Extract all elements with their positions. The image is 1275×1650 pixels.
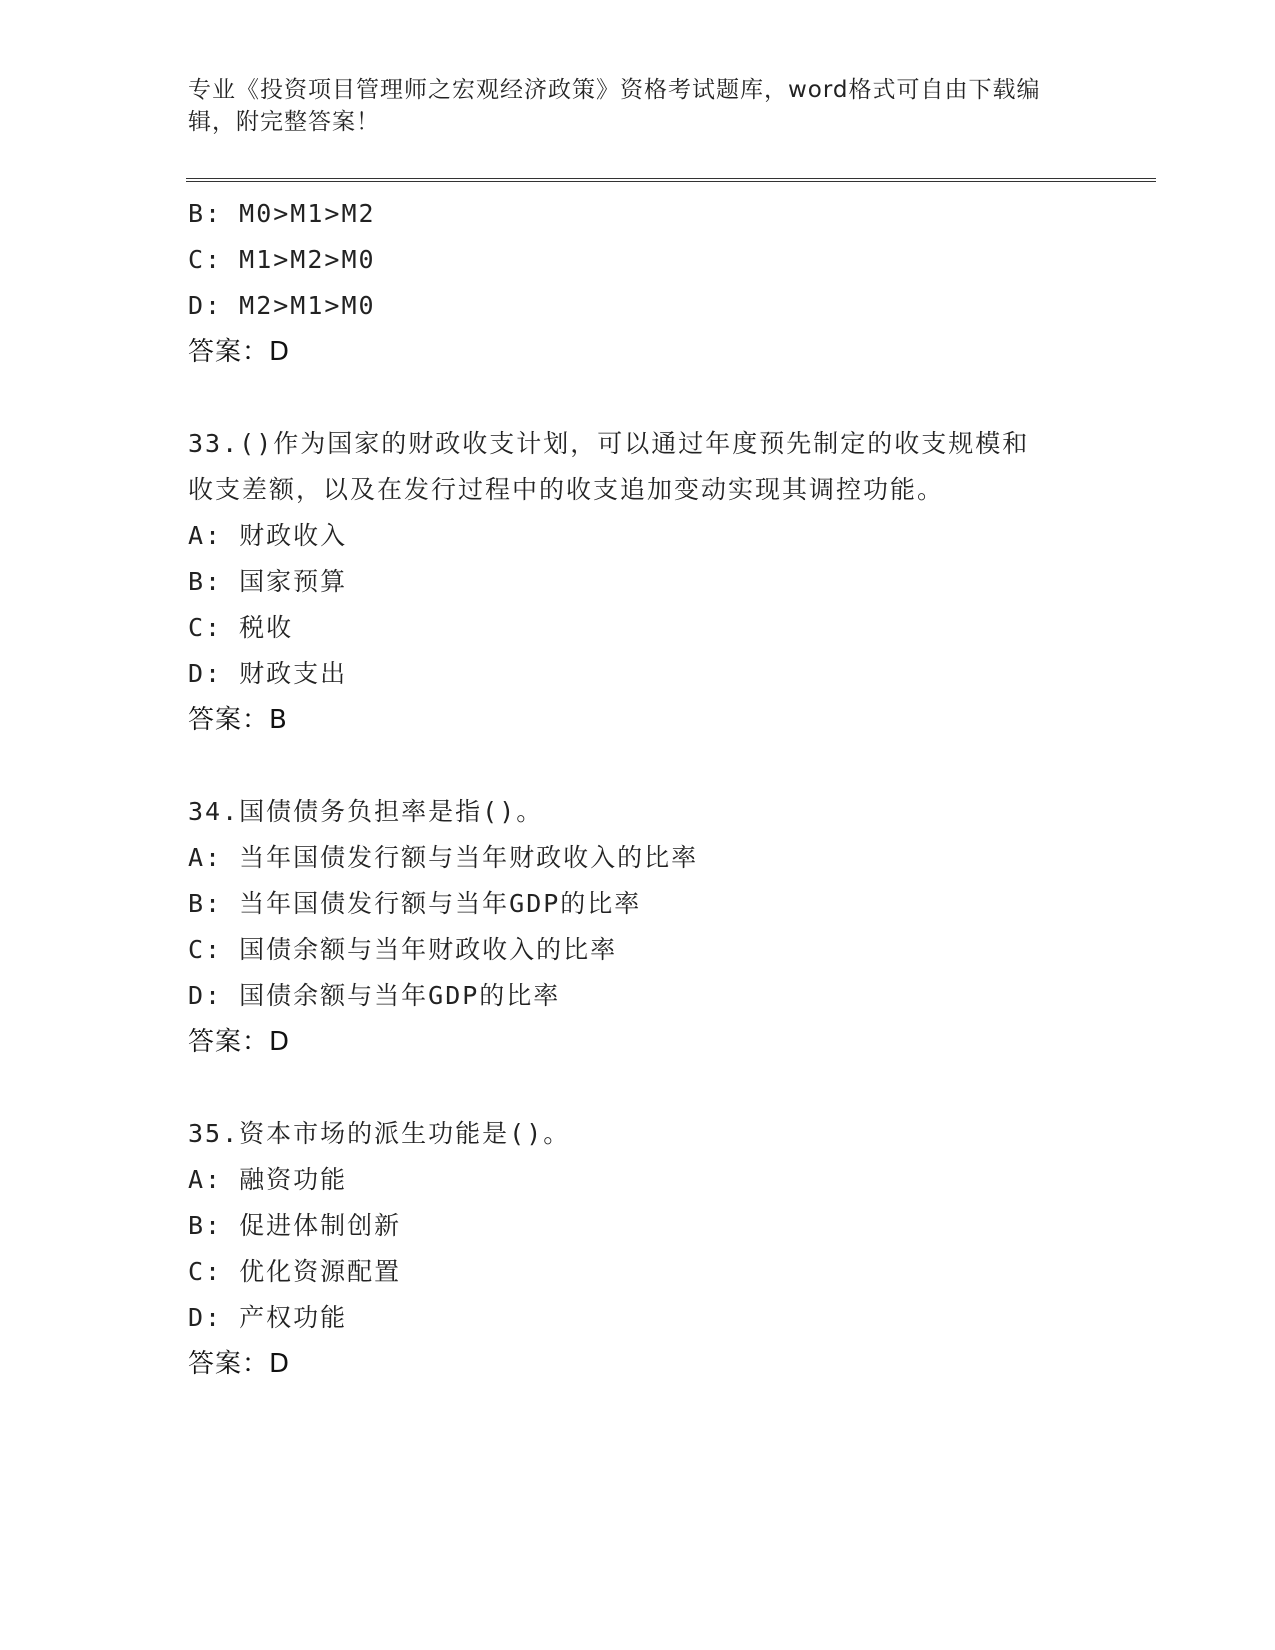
spacer [188, 743, 1088, 789]
question-stem-line-2: 收支差额，以及在发行过程中的收支追加变动实现其调控功能。 [188, 475, 945, 504]
question-stem-line-1: 33.()作为国家的财政收支计划，可以通过年度预先制定的收支规模和 [188, 429, 1030, 458]
option-c: C: 税收 [188, 613, 294, 642]
spacer [188, 375, 1088, 421]
option-d: D: 国债余额与当年GDP的比率 [188, 981, 561, 1010]
header-divider [186, 178, 1156, 182]
option-b: B: 当年国债发行额与当年GDP的比率 [188, 889, 642, 918]
option-c: C: M1>M2>M0 [188, 245, 376, 274]
answer: 答案：D [188, 337, 291, 367]
answer: 答案：D [188, 1349, 291, 1379]
option-a: A: 融资功能 [188, 1165, 348, 1194]
question-stem: 34.国债债务负担率是指()。 [188, 797, 544, 826]
question-32 [188, 191, 1088, 375]
question-34 [188, 789, 1088, 1065]
option-a: A: 当年国债发行额与当年财政收入的比率 [188, 843, 699, 872]
header-note-line-1: 专业《投资项目管理师之宏观经济政策》资格考试题库，word格式可自由下载编 [188, 77, 1041, 103]
option-d: D: 产权功能 [188, 1303, 348, 1332]
spacer [188, 1065, 1088, 1111]
option-d: D: 财政支出 [188, 659, 348, 688]
question-33 [188, 421, 1088, 743]
option-b: B: M0>M1>M2 [188, 199, 376, 228]
question-list [188, 191, 1088, 1387]
option-c: C: 国债余额与当年财政收入的比率 [188, 935, 618, 964]
option-b: B: 促进体制创新 [188, 1211, 402, 1240]
option-c: C: 优化资源配置 [188, 1257, 402, 1286]
option-a: A: 财政收入 [188, 521, 348, 550]
option-b: B: 国家预算 [188, 567, 348, 596]
header-note [188, 74, 1068, 138]
option-d: D: M2>M1>M0 [188, 291, 376, 320]
answer: 答案：B [188, 705, 288, 735]
question-35 [188, 1111, 1088, 1387]
question-stem: 35.资本市场的派生功能是()。 [188, 1119, 571, 1148]
header-note-line-2: 辑，附完整答案！ [188, 109, 380, 135]
answer: 答案：D [188, 1027, 291, 1057]
